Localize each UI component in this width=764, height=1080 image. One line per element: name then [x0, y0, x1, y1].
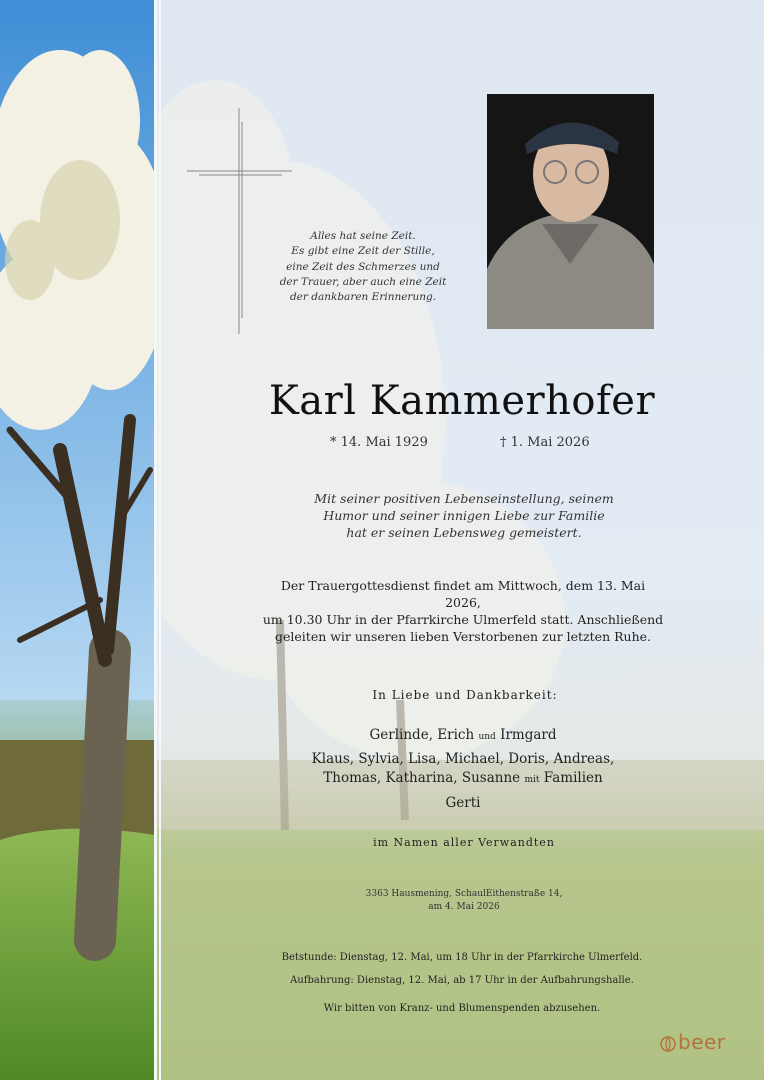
thanks-heading: In Liebe und Dankbarkeit: [372, 688, 558, 702]
family-conjunction: mit [524, 775, 540, 785]
flowers-note: Wir bitten von Kranz- und Blumenspenden abzusehen. [323, 1003, 601, 1014]
portrait-photo [487, 94, 654, 329]
beer-logo [658, 1030, 738, 1056]
deceased-name: Karl Kammerhofer [268, 378, 656, 424]
blossom-tree-photo [0, 0, 155, 1080]
betstunde-text: Betstunde: Dienstag, 12. Mai, um 18 Uhr in der Pfarrkirche Ulmerfeld. [281, 952, 643, 963]
tribute-quote: Mit seiner positiven Lebenseinstellung, seinem Humor und seiner innigen Liebe zur Familie hat er seinen Lebensweg gemeistert. [314, 491, 614, 540]
birth-date: * 14. Mai 1929 [330, 435, 428, 450]
family-line [262, 727, 664, 743]
family-names: Gerlinde, Erich [369, 727, 475, 743]
aufbahrung-text: Aufbahrung: Dienstag, 12. Mai, ab 17 Uhr in der Aufbahrungshalle. [290, 975, 634, 986]
funeral-service-text: Der Trauergottesdienst findet am Mittwoch, dem 13. Mai 2026, um 10.30 Uhr in der Pfarrkirche Ulmerfeld statt. Anschließend geleiten wir unseren lieben Verstorbenen zur letzten Ruhe. [262, 578, 664, 644]
family-names: Familien [543, 770, 603, 786]
divider-line [159, 0, 161, 1080]
family-conjunction: und [478, 732, 496, 742]
logo-text: beer [678, 1030, 726, 1054]
death-date: † 1. Mai 2026 [500, 435, 590, 450]
family-line [262, 770, 664, 786]
relatives-text: im Namen aller Verwandten [373, 836, 555, 849]
divider-line [154, 0, 157, 1080]
family-names: Irmgard [500, 727, 557, 743]
family-line: Gerti [445, 795, 481, 811]
address-date: 3363 Hausmening, SchaulEithenstraße 14, am 4. Mai 2026 [365, 889, 563, 912]
family-line: Klaus, Sylvia, Lisa, Michael, Doris, Andreas, [311, 751, 615, 767]
verse-text: Alles hat seine Zeit. Es gibt eine Zeit der Stille, eine Zeit des Schmerzes und der Trauer, aber auch eine Zeit der dankbaren Erinnerung. [279, 230, 447, 304]
family-names: Thomas, Katharina, Susanne [323, 770, 521, 786]
logo-swirl-icon [658, 1032, 678, 1056]
